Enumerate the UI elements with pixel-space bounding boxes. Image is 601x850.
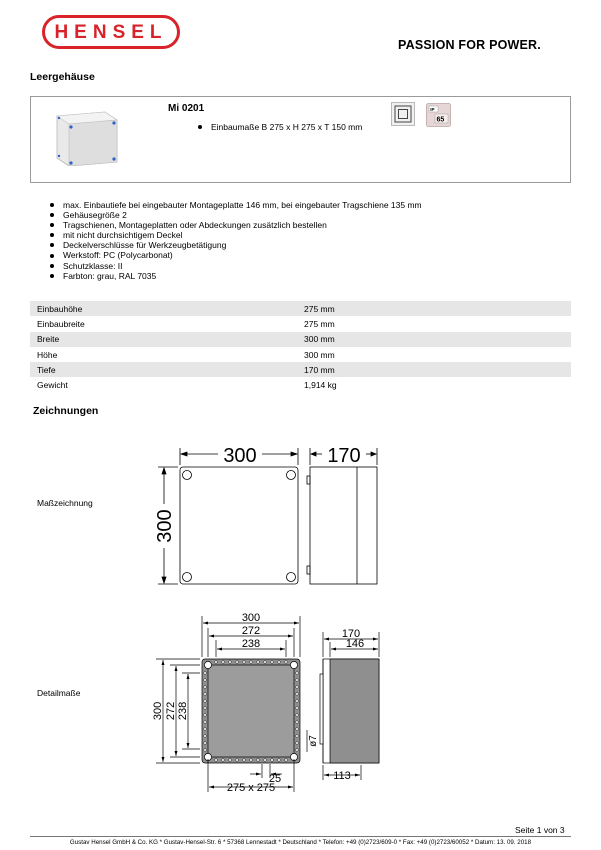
bullet-icon [50,233,54,237]
feature-item: Deckelverschlüsse für Werkzeugbetätigung [50,240,422,250]
bullet-icon [50,203,54,207]
spec-value: 300 mm [297,332,571,347]
spec-label: Tiefe [30,362,297,377]
section-title-drawings: Zeichnungen [33,405,99,417]
dim-side-272: 272 [165,701,177,721]
dim-side-113: 113 [333,770,351,782]
bullet-icon [50,254,54,258]
bullet-icon [50,243,54,247]
ip-rating-icon [426,103,451,127]
feature-item: max. Einbautiefe bei eingebauter Montageplatte 146 mm, bei eingebauter Tragschiene 135 mm [50,200,422,210]
table-row [30,362,571,377]
dim-bottom-mount: 275 x 275 [226,782,276,794]
dimension-drawing [150,438,390,588]
dim-top-238: 238 [241,638,261,650]
feature-list [50,200,422,281]
feature-item: mit nicht durchsichtigem Deckel [50,230,422,240]
spec-value: 275 mm [297,301,571,316]
spec-value: 170 mm [297,362,571,377]
logo-text: HENSEL [54,22,168,43]
dim-side-238: 238 [177,701,189,721]
drawing-label-details: Detailmaße [37,688,81,698]
product-dimensions-text: Einbaumaße B 275 x H 275 x T 150 mm [211,122,363,132]
spec-label: Einbauhöhe [30,301,297,316]
spec-label: Gewicht [37,380,68,391]
table-row [30,316,571,331]
dim-top-272: 272 [241,625,261,637]
bullet-icon [50,274,54,278]
table-row [30,347,571,362]
dim-depth-170: 170 [341,628,361,640]
table-row [30,377,571,392]
dim-hole-diameter: ø7 [308,735,319,747]
spec-value: 275 mm [304,318,335,329]
spec-label: Breite [30,332,297,347]
page-number: Seite 1 von 3 [515,825,565,835]
dim-top-300: 300 [241,612,261,624]
feature-item: Gehäusegröße 2 [50,210,422,220]
product-name: Mi 0201 [168,103,205,114]
ip-value: 65 [436,116,445,124]
feature-item: Schutzklasse: II [50,261,422,271]
footer-text: Gustav Hensel GmbH & Co. KG * Gustav-Hensel-Str. 6 * 57368 Lennestadt * Deutschland * Telefon: +49 (0)2723/609-0 * Fax: +49 (0)2723/60052 * Datum: 13. 09. 2018 [69,839,532,846]
product-dimensions [198,122,362,132]
footer-divider [30,836,571,837]
drawing-label-dimensions: Maßzeichnung [37,498,93,508]
spec-label: Höhe [37,349,58,360]
spec-value: 300 mm [304,349,335,360]
ip-label: IP [430,106,435,112]
bullet-icon [50,213,54,217]
dim-bottom-25: 25 [268,773,282,785]
table-row [30,332,571,347]
bullet-icon [50,264,54,268]
dim-depth: 170 [327,445,361,467]
table-row [30,301,571,316]
spec-value: 1,914 kg [304,380,337,391]
dim-width: 300 [223,445,257,467]
dim-height: 300 [154,509,176,543]
hensel-logo [42,15,180,49]
product-card [30,96,571,183]
feature-item: Farbton: grau, RAL 7035 [50,271,422,281]
feature-item: Tragschienen, Montageplatten oder Abdeckungen zusätzlich bestellen [50,220,422,230]
product-image [53,108,119,166]
tagline: PASSION FOR POWER. [398,38,541,52]
bullet-icon [50,223,54,227]
dim-depth-146: 146 [345,638,365,650]
section-title-enclosures: Leergehäuse [30,71,95,83]
protection-class-icon [391,102,415,126]
spec-table [30,301,571,393]
detail-drawing [150,612,390,797]
spec-label: Einbaubreite [37,318,85,329]
bullet-icon [198,125,202,129]
feature-item: Werkstoff: PC (Polycarbonat) [50,250,422,260]
dim-side-300: 300 [152,701,164,721]
